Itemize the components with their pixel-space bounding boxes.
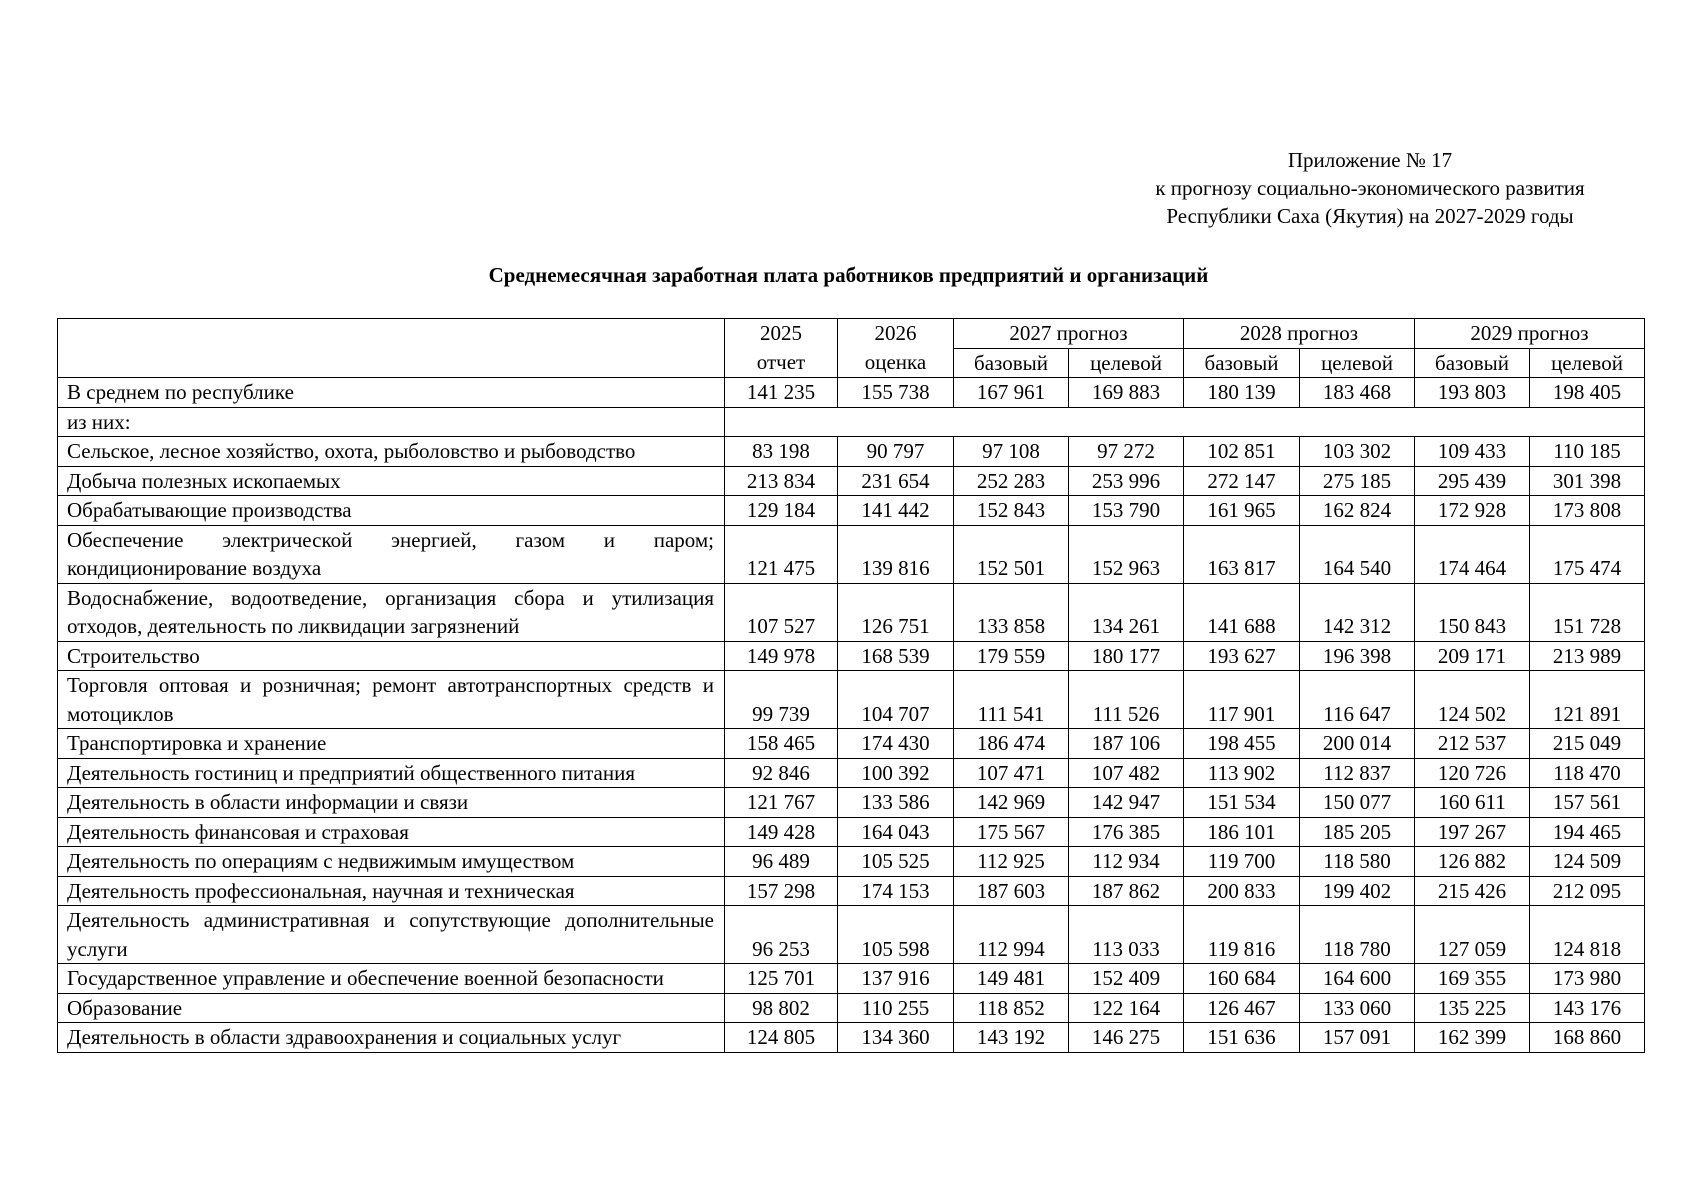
header-2029-base: базовый bbox=[1415, 348, 1530, 378]
value-cell: 142 947 bbox=[1069, 788, 1184, 818]
value-cell: 126 467 bbox=[1184, 993, 1300, 1023]
value-cell: 143 192 bbox=[954, 1023, 1069, 1053]
value-cell: 174 430 bbox=[838, 729, 954, 759]
table-row bbox=[58, 788, 1645, 818]
salary-table bbox=[57, 318, 1645, 1053]
value-cell: 118 580 bbox=[1300, 847, 1415, 877]
value-cell: 110 255 bbox=[838, 993, 954, 1023]
header-2029-forecast: 2029 прогноз bbox=[1415, 319, 1645, 349]
value-cell: 118 852 bbox=[954, 993, 1069, 1023]
value-cell: 121 475 bbox=[725, 525, 838, 583]
value-cell: 100 392 bbox=[838, 758, 954, 788]
header-2026-estimate: оценка bbox=[838, 348, 954, 378]
row-label: Деятельность в области информации и связи bbox=[58, 788, 725, 818]
value-cell: 126 751 bbox=[838, 583, 954, 641]
value-cell: 133 586 bbox=[838, 788, 954, 818]
value-cell: 92 846 bbox=[725, 758, 838, 788]
row-empty-values bbox=[725, 407, 1645, 437]
value-cell: 153 790 bbox=[1069, 496, 1184, 526]
value-cell: 193 627 bbox=[1184, 641, 1300, 671]
value-cell: 112 837 bbox=[1300, 758, 1415, 788]
table-row bbox=[58, 671, 1645, 729]
value-cell: 231 654 bbox=[838, 466, 954, 496]
value-cell: 164 600 bbox=[1300, 964, 1415, 994]
value-cell: 209 171 bbox=[1415, 641, 1530, 671]
value-cell: 215 426 bbox=[1415, 876, 1530, 906]
value-cell: 109 433 bbox=[1415, 437, 1530, 467]
header-2029-target: целевой bbox=[1530, 348, 1645, 378]
table-row bbox=[58, 583, 1645, 641]
value-cell: 118 780 bbox=[1300, 906, 1415, 964]
value-cell: 137 916 bbox=[838, 964, 954, 994]
value-cell: 169 355 bbox=[1415, 964, 1530, 994]
value-cell: 150 843 bbox=[1415, 583, 1530, 641]
value-cell: 141 688 bbox=[1184, 583, 1300, 641]
value-cell: 98 802 bbox=[725, 993, 838, 1023]
value-cell: 96 489 bbox=[725, 847, 838, 877]
value-cell: 212 537 bbox=[1415, 729, 1530, 759]
value-cell: 104 707 bbox=[838, 671, 954, 729]
row-label: Обеспечение электрической энергией, газом и паром; кондиционирование воздуха bbox=[58, 525, 725, 583]
value-cell: 127 059 bbox=[1415, 906, 1530, 964]
value-cell: 141 235 bbox=[725, 378, 838, 408]
value-cell: 125 701 bbox=[725, 964, 838, 994]
value-cell: 90 797 bbox=[838, 437, 954, 467]
value-cell: 119 700 bbox=[1184, 847, 1300, 877]
value-cell: 175 567 bbox=[954, 817, 1069, 847]
value-cell: 174 464 bbox=[1415, 525, 1530, 583]
table-row bbox=[58, 525, 1645, 583]
value-cell: 173 980 bbox=[1530, 964, 1645, 994]
value-cell: 150 077 bbox=[1300, 788, 1415, 818]
row-label: Деятельность финансовая и страховая bbox=[58, 817, 725, 847]
value-cell: 163 817 bbox=[1184, 525, 1300, 583]
value-cell: 119 816 bbox=[1184, 906, 1300, 964]
value-cell: 149 978 bbox=[725, 641, 838, 671]
value-cell: 213 834 bbox=[725, 466, 838, 496]
value-cell: 175 474 bbox=[1530, 525, 1645, 583]
value-cell: 133 858 bbox=[954, 583, 1069, 641]
value-cell: 146 275 bbox=[1069, 1023, 1184, 1053]
header-2028-target: целевой bbox=[1300, 348, 1415, 378]
value-cell: 168 539 bbox=[838, 641, 954, 671]
value-cell: 107 482 bbox=[1069, 758, 1184, 788]
value-cell: 187 603 bbox=[954, 876, 1069, 906]
value-cell: 164 540 bbox=[1300, 525, 1415, 583]
value-cell: 99 739 bbox=[725, 671, 838, 729]
value-cell: 117 901 bbox=[1184, 671, 1300, 729]
value-cell: 143 176 bbox=[1530, 993, 1645, 1023]
value-cell: 133 060 bbox=[1300, 993, 1415, 1023]
value-cell: 158 465 bbox=[725, 729, 838, 759]
table-row bbox=[58, 378, 1645, 408]
value-cell: 110 185 bbox=[1530, 437, 1645, 467]
value-cell: 151 728 bbox=[1530, 583, 1645, 641]
value-cell: 172 928 bbox=[1415, 496, 1530, 526]
value-cell: 121 891 bbox=[1530, 671, 1645, 729]
value-cell: 103 302 bbox=[1300, 437, 1415, 467]
value-cell: 105 598 bbox=[838, 906, 954, 964]
table-row bbox=[58, 466, 1645, 496]
value-cell: 180 177 bbox=[1069, 641, 1184, 671]
appendix-region-period: Республики Саха (Якутия) на 2027-2029 годы bbox=[1166, 204, 1574, 228]
header-empty-cell bbox=[58, 319, 725, 378]
page-title: Среднемесячная заработная плата работников предприятий и организаций bbox=[488, 263, 1209, 287]
value-cell: 173 808 bbox=[1530, 496, 1645, 526]
table-row bbox=[58, 496, 1645, 526]
value-cell: 253 996 bbox=[1069, 466, 1184, 496]
value-cell: 83 198 bbox=[725, 437, 838, 467]
table-row bbox=[58, 758, 1645, 788]
row-label: Деятельность административная и сопутствующие дополнительные услуги bbox=[58, 906, 725, 964]
value-cell: 113 902 bbox=[1184, 758, 1300, 788]
value-cell: 160 684 bbox=[1184, 964, 1300, 994]
row-label: Водоснабжение, водоотведение, организация сбора и утилизация отходов, деятельность по ликвидации загрязнений bbox=[58, 583, 725, 641]
header-2025: 2025 bbox=[725, 319, 838, 349]
table-row bbox=[58, 1023, 1645, 1053]
header-2027-forecast: 2027 прогноз bbox=[954, 319, 1184, 349]
value-cell: 129 184 bbox=[725, 496, 838, 526]
value-cell: 200 014 bbox=[1300, 729, 1415, 759]
value-cell: 107 471 bbox=[954, 758, 1069, 788]
value-cell: 272 147 bbox=[1184, 466, 1300, 496]
value-cell: 157 298 bbox=[725, 876, 838, 906]
value-cell: 112 925 bbox=[954, 847, 1069, 877]
value-cell: 212 095 bbox=[1530, 876, 1645, 906]
row-label: Деятельность профессиональная, научная и техническая bbox=[58, 876, 725, 906]
row-label: Добыча полезных ископаемых bbox=[58, 466, 725, 496]
header-2028-base: базовый bbox=[1184, 348, 1300, 378]
value-cell: 151 534 bbox=[1184, 788, 1300, 818]
appendix-number: Приложение № 17 bbox=[1287, 148, 1453, 172]
value-cell: 141 442 bbox=[838, 496, 954, 526]
value-cell: 149 481 bbox=[954, 964, 1069, 994]
appendix-reference: к прогнозу социально-экономического развития bbox=[1155, 176, 1585, 200]
value-cell: 139 816 bbox=[838, 525, 954, 583]
value-cell: 200 833 bbox=[1184, 876, 1300, 906]
value-cell: 174 153 bbox=[838, 876, 954, 906]
row-label: Деятельность по операциям с недвижимым имуществом bbox=[58, 847, 725, 877]
value-cell: 215 049 bbox=[1530, 729, 1645, 759]
value-cell: 121 767 bbox=[725, 788, 838, 818]
header-2026: 2026 bbox=[838, 319, 954, 349]
value-cell: 111 541 bbox=[954, 671, 1069, 729]
value-cell: 122 164 bbox=[1069, 993, 1184, 1023]
row-label: Деятельность в области здравоохранения и социальных услуг bbox=[58, 1023, 725, 1053]
value-cell: 194 465 bbox=[1530, 817, 1645, 847]
value-cell: 160 611 bbox=[1415, 788, 1530, 818]
value-cell: 142 312 bbox=[1300, 583, 1415, 641]
value-cell: 152 501 bbox=[954, 525, 1069, 583]
value-cell: 149 428 bbox=[725, 817, 838, 847]
value-cell: 295 439 bbox=[1415, 466, 1530, 496]
value-cell: 111 526 bbox=[1069, 671, 1184, 729]
value-cell: 116 647 bbox=[1300, 671, 1415, 729]
table-row bbox=[58, 847, 1645, 877]
value-cell: 167 961 bbox=[954, 378, 1069, 408]
header-2028-forecast: 2028 прогноз bbox=[1184, 319, 1415, 349]
value-cell: 96 253 bbox=[725, 906, 838, 964]
value-cell: 152 963 bbox=[1069, 525, 1184, 583]
row-label: Транспортировка и хранение bbox=[58, 729, 725, 759]
value-cell: 102 851 bbox=[1184, 437, 1300, 467]
value-cell: 126 882 bbox=[1415, 847, 1530, 877]
row-label: Образование bbox=[58, 993, 725, 1023]
row-label: Государственное управление и обеспечение военной безопасности bbox=[58, 964, 725, 994]
value-cell: 169 883 bbox=[1069, 378, 1184, 408]
value-cell: 134 261 bbox=[1069, 583, 1184, 641]
value-cell: 113 033 bbox=[1069, 906, 1184, 964]
value-cell: 198 405 bbox=[1530, 378, 1645, 408]
value-cell: 168 860 bbox=[1530, 1023, 1645, 1053]
value-cell: 301 398 bbox=[1530, 466, 1645, 496]
table-row bbox=[58, 817, 1645, 847]
value-cell: 176 385 bbox=[1069, 817, 1184, 847]
value-cell: 197 267 bbox=[1415, 817, 1530, 847]
value-cell: 162 824 bbox=[1300, 496, 1415, 526]
value-cell: 151 636 bbox=[1184, 1023, 1300, 1053]
value-cell: 112 934 bbox=[1069, 847, 1184, 877]
value-cell: 152 409 bbox=[1069, 964, 1184, 994]
value-cell: 112 994 bbox=[954, 906, 1069, 964]
value-cell: 252 283 bbox=[954, 466, 1069, 496]
value-cell: 107 527 bbox=[725, 583, 838, 641]
value-cell: 187 106 bbox=[1069, 729, 1184, 759]
value-cell: 105 525 bbox=[838, 847, 954, 877]
value-cell: 196 398 bbox=[1300, 641, 1415, 671]
value-cell: 120 726 bbox=[1415, 758, 1530, 788]
table-row bbox=[58, 906, 1645, 964]
table-body bbox=[58, 378, 1645, 1053]
row-label: Сельское, лесное хозяйство, охота, рыболовство и рыбоводство bbox=[58, 437, 725, 467]
value-cell: 124 805 bbox=[725, 1023, 838, 1053]
value-cell: 118 470 bbox=[1530, 758, 1645, 788]
value-cell: 152 843 bbox=[954, 496, 1069, 526]
value-cell: 157 091 bbox=[1300, 1023, 1415, 1053]
value-cell: 180 139 bbox=[1184, 378, 1300, 408]
value-cell: 164 043 bbox=[838, 817, 954, 847]
value-cell: 162 399 bbox=[1415, 1023, 1530, 1053]
value-cell: 187 862 bbox=[1069, 876, 1184, 906]
table-row bbox=[58, 407, 1645, 437]
value-cell: 198 455 bbox=[1184, 729, 1300, 759]
table-row bbox=[58, 964, 1645, 994]
value-cell: 134 360 bbox=[838, 1023, 954, 1053]
header-2027-target: целевой bbox=[1069, 348, 1184, 378]
appendix-note bbox=[1090, 146, 1650, 230]
row-label: Деятельность гостиниц и предприятий общественного питания bbox=[58, 758, 725, 788]
value-cell: 186 474 bbox=[954, 729, 1069, 759]
value-cell: 142 969 bbox=[954, 788, 1069, 818]
header-2025-report: отчет bbox=[725, 348, 838, 378]
table-row bbox=[58, 993, 1645, 1023]
value-cell: 97 272 bbox=[1069, 437, 1184, 467]
value-cell: 155 738 bbox=[838, 378, 954, 408]
table-row bbox=[58, 729, 1645, 759]
value-cell: 124 509 bbox=[1530, 847, 1645, 877]
value-cell: 213 989 bbox=[1530, 641, 1645, 671]
row-label: Строительство bbox=[58, 641, 725, 671]
value-cell: 179 559 bbox=[954, 641, 1069, 671]
value-cell: 97 108 bbox=[954, 437, 1069, 467]
table-row bbox=[58, 876, 1645, 906]
value-cell: 183 468 bbox=[1300, 378, 1415, 408]
value-cell: 124 818 bbox=[1530, 906, 1645, 964]
value-cell: 124 502 bbox=[1415, 671, 1530, 729]
header-2027-base: базовый bbox=[954, 348, 1069, 378]
row-label: Обрабатывающие производства bbox=[58, 496, 725, 526]
value-cell: 161 965 bbox=[1184, 496, 1300, 526]
row-label: Торговля оптовая и розничная; ремонт автотранспортных средств и мотоциклов bbox=[58, 671, 725, 729]
row-label: В среднем по республике bbox=[58, 378, 725, 408]
value-cell: 157 561 bbox=[1530, 788, 1645, 818]
value-cell: 275 185 bbox=[1300, 466, 1415, 496]
value-cell: 185 205 bbox=[1300, 817, 1415, 847]
header-row-years bbox=[58, 319, 1645, 349]
table-row bbox=[58, 437, 1645, 467]
row-label: из них: bbox=[58, 407, 725, 437]
value-cell: 199 402 bbox=[1300, 876, 1415, 906]
table-row bbox=[58, 641, 1645, 671]
value-cell: 186 101 bbox=[1184, 817, 1300, 847]
value-cell: 135 225 bbox=[1415, 993, 1530, 1023]
value-cell: 193 803 bbox=[1415, 378, 1530, 408]
